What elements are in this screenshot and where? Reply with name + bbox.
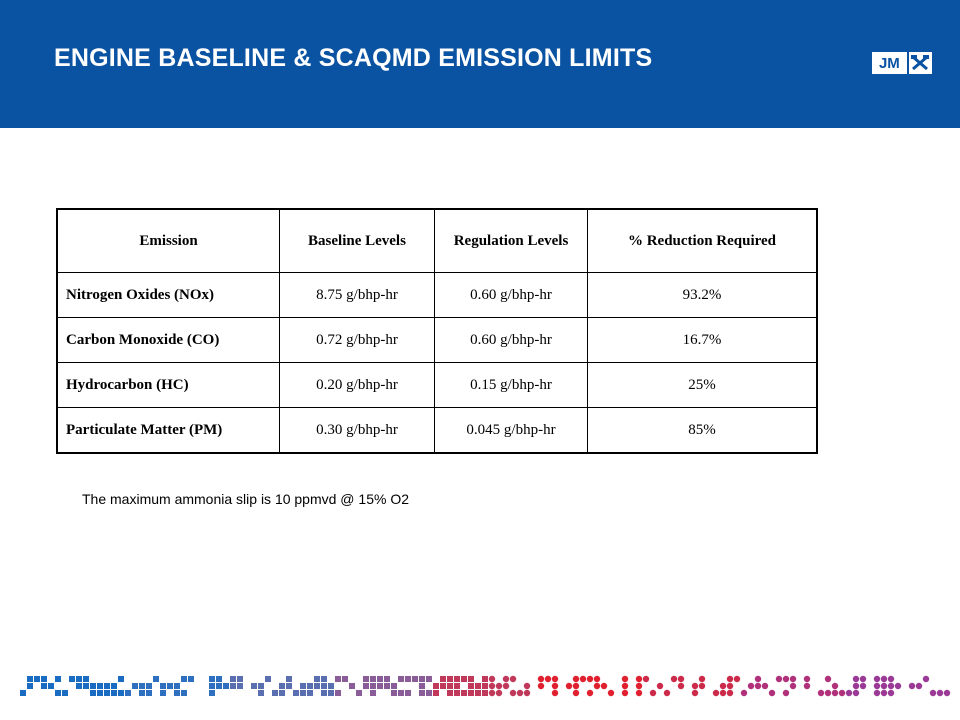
band-mark [692,683,698,689]
band-mark [622,683,628,689]
band-mark [790,676,796,682]
page-title: ENGINE BASELINE & SCAQMD EMISSION LIMITS [54,44,653,72]
band-mark [622,690,628,696]
band-mark [825,676,831,682]
band-mark [293,690,299,696]
band-mark [762,683,768,689]
band-mark [419,683,425,689]
band-mark [447,690,453,696]
band-mark [874,690,880,696]
band-mark [524,683,530,689]
band-mark [489,683,495,689]
band-mark [622,676,628,682]
band-mark [832,683,838,689]
band-mark [384,676,390,682]
band-mark [664,690,670,696]
band-mark [237,676,243,682]
band-mark [160,683,166,689]
band-mark [650,690,656,696]
table-row [57,273,817,318]
band-mark [118,676,124,682]
band-mark [328,683,334,689]
band-mark [139,690,145,696]
band-mark [573,676,579,682]
band-mark [41,683,47,689]
band-mark [321,683,327,689]
cell-emission: Hydrocarbon (HC) [57,363,280,408]
band-mark [461,690,467,696]
band-mark [55,690,61,696]
band-mark [76,683,82,689]
band-mark [405,676,411,682]
band-mark [447,676,453,682]
band-mark [881,676,887,682]
band-mark [496,690,502,696]
band-mark [258,690,264,696]
band-mark [146,690,152,696]
band-mark [377,683,383,689]
band-mark [335,676,341,682]
band-mark [377,676,383,682]
band-mark [678,676,684,682]
band-mark [391,690,397,696]
band-mark [272,690,278,696]
band-mark [90,690,96,696]
band-mark [755,676,761,682]
band-mark [447,683,453,689]
band-mark [209,676,215,682]
band-mark [62,690,68,696]
band-mark [545,676,551,682]
band-mark [118,690,124,696]
band-mark [83,683,89,689]
band-mark [601,683,607,689]
band-mark [860,683,866,689]
band-mark [384,683,390,689]
band-mark [307,690,313,696]
band-mark [496,683,502,689]
band-mark [825,690,831,696]
band-mark [167,683,173,689]
band-mark [440,683,446,689]
band-mark [678,683,684,689]
band-mark [475,683,481,689]
band-mark [398,676,404,682]
jm-logo [872,52,932,74]
band-mark [209,690,215,696]
band-mark [636,683,642,689]
band-mark [153,676,159,682]
band-mark [223,683,229,689]
band-mark [181,676,187,682]
band-mark [720,683,726,689]
band-mark [468,690,474,696]
band-mark [930,690,936,696]
band-mark [370,676,376,682]
band-mark [888,690,894,696]
band-mark [573,683,579,689]
cell-regulation: 0.60 g/bhp-hr [435,318,588,363]
cell-regulation: 0.15 g/bhp-hr [435,363,588,408]
band-mark [573,690,579,696]
band-mark [216,676,222,682]
cell-baseline: 0.30 g/bhp-hr [280,408,435,454]
band-mark [839,690,845,696]
band-mark [314,676,320,682]
cell-baseline: 0.72 g/bhp-hr [280,318,435,363]
band-mark [391,683,397,689]
band-mark [727,683,733,689]
band-mark [881,690,887,696]
band-mark [34,676,40,682]
band-mark [307,683,313,689]
band-mark [83,676,89,682]
band-mark [27,676,33,682]
band-mark [482,683,488,689]
band-mark [440,676,446,682]
band-mark [874,676,880,682]
band-mark [265,676,271,682]
cell-emission: Nitrogen Oxides (NOx) [57,273,280,318]
band-mark [804,676,810,682]
crossed-hammers-icon [909,52,932,74]
band-mark [594,683,600,689]
band-mark [300,690,306,696]
band-mark [692,690,698,696]
band-mark [923,676,929,682]
band-mark [279,690,285,696]
band-mark [433,683,439,689]
band-mark [503,676,509,682]
band-mark [314,683,320,689]
band-mark [587,676,593,682]
column-header-baseline: Baseline Levels [280,209,435,273]
band-mark [258,683,264,689]
band-mark [230,683,236,689]
cell-regulation: 0.045 g/bhp-hr [435,408,588,454]
band-mark [335,690,341,696]
band-mark [832,690,838,696]
column-header-regulation: Regulation Levels [435,209,588,273]
band-mark [412,676,418,682]
band-mark [363,676,369,682]
band-mark [468,683,474,689]
band-mark [804,683,810,689]
table-row [57,408,817,454]
header-bar [0,0,960,128]
band-mark [503,683,509,689]
band-mark [510,690,516,696]
band-mark [230,676,236,682]
band-mark [69,676,75,682]
cell-reduction: 16.7% [588,318,818,363]
band-mark [874,683,880,689]
band-mark [370,683,376,689]
band-mark [853,683,859,689]
band-mark [286,683,292,689]
cell-reduction: 93.2% [588,273,818,318]
band-mark [454,676,460,682]
table-row [57,318,817,363]
cell-emission: Particulate Matter (PM) [57,408,280,454]
band-mark [657,683,663,689]
band-mark [188,676,194,682]
table-row [57,363,817,408]
band-mark [181,690,187,696]
band-mark [783,690,789,696]
band-mark [90,683,96,689]
band-mark [419,690,425,696]
band-mark [125,690,131,696]
band-mark [587,690,593,696]
band-mark [594,676,600,682]
band-mark [888,683,894,689]
cell-reduction: 85% [588,408,818,454]
band-mark [944,690,950,696]
cell-emission: Carbon Monoxide (CO) [57,318,280,363]
band-mark [699,683,705,689]
band-mark [209,683,215,689]
cell-regulation: 0.60 g/bhp-hr [435,273,588,318]
emission-limits-table [56,208,818,454]
band-mark [349,683,355,689]
decorative-dot-band [0,668,960,708]
band-mark [720,690,726,696]
ammonia-slip-note: The maximum ammonia slip is 10 ppmvd @ 15% O2 [82,491,409,507]
band-mark [48,683,54,689]
band-mark [174,683,180,689]
cell-reduction: 25% [588,363,818,408]
band-mark [454,683,460,689]
band-mark [454,690,460,696]
band-mark [580,676,586,682]
band-mark [776,676,782,682]
band-mark [41,676,47,682]
band-mark [769,690,775,696]
band-mark [27,683,33,689]
band-mark [489,690,495,696]
band-mark [636,676,642,682]
band-mark [552,676,558,682]
band-mark [566,683,572,689]
band-mark [482,690,488,696]
band-mark [216,683,222,689]
band-mark [727,676,733,682]
table-header-row [57,209,817,273]
band-mark [426,676,432,682]
band-mark [538,683,544,689]
band-mark [881,683,887,689]
band-mark [909,683,915,689]
column-header-reduction: % Reduction Required [588,209,818,273]
band-mark [552,690,558,696]
band-mark [111,690,117,696]
band-mark [713,690,719,696]
band-mark [174,690,180,696]
band-mark [468,676,474,682]
band-mark [853,676,859,682]
band-mark [321,690,327,696]
band-mark [398,690,404,696]
cell-baseline: 8.75 g/bhp-hr [280,273,435,318]
column-header-emission: Emission [57,209,280,273]
band-mark [405,690,411,696]
band-mark [643,676,649,682]
band-mark [461,676,467,682]
band-mark [342,676,348,682]
band-mark [111,683,117,689]
band-mark [328,690,334,696]
band-mark [748,683,754,689]
band-mark [552,683,558,689]
band-mark [97,683,103,689]
band-mark [356,690,362,696]
band-mark [370,690,376,696]
band-mark [699,676,705,682]
band-mark [279,683,285,689]
band-mark [734,676,740,682]
band-mark [97,690,103,696]
band-mark [286,676,292,682]
band-mark [524,690,530,696]
band-mark [139,683,145,689]
band-mark [853,690,859,696]
cell-baseline: 0.20 g/bhp-hr [280,363,435,408]
band-mark [76,676,82,682]
band-mark [741,690,747,696]
band-mark [482,676,488,682]
band-mark [895,683,901,689]
band-mark [321,676,327,682]
band-mark [160,690,166,696]
band-mark [426,690,432,696]
band-mark [55,676,61,682]
band-mark [251,683,257,689]
band-mark [671,676,677,682]
band-mark [419,676,425,682]
band-mark [510,676,516,682]
band-mark [608,690,614,696]
band-mark [916,683,922,689]
band-mark [363,683,369,689]
band-mark [636,690,642,696]
band-mark [818,690,824,696]
band-mark [104,683,110,689]
band-mark [937,690,943,696]
band-mark [846,690,852,696]
band-mark [755,683,761,689]
band-mark [104,690,110,696]
band-mark [489,676,495,682]
band-mark [783,676,789,682]
band-mark [237,683,243,689]
band-mark [888,676,894,682]
band-mark [517,690,523,696]
band-mark [132,683,138,689]
band-mark [20,690,26,696]
band-mark [790,683,796,689]
band-mark [538,676,544,682]
band-mark [433,690,439,696]
band-mark [727,690,733,696]
band-mark [475,690,481,696]
band-mark [860,676,866,682]
logo-text: JM [872,52,907,74]
band-mark [146,683,152,689]
band-mark [300,683,306,689]
